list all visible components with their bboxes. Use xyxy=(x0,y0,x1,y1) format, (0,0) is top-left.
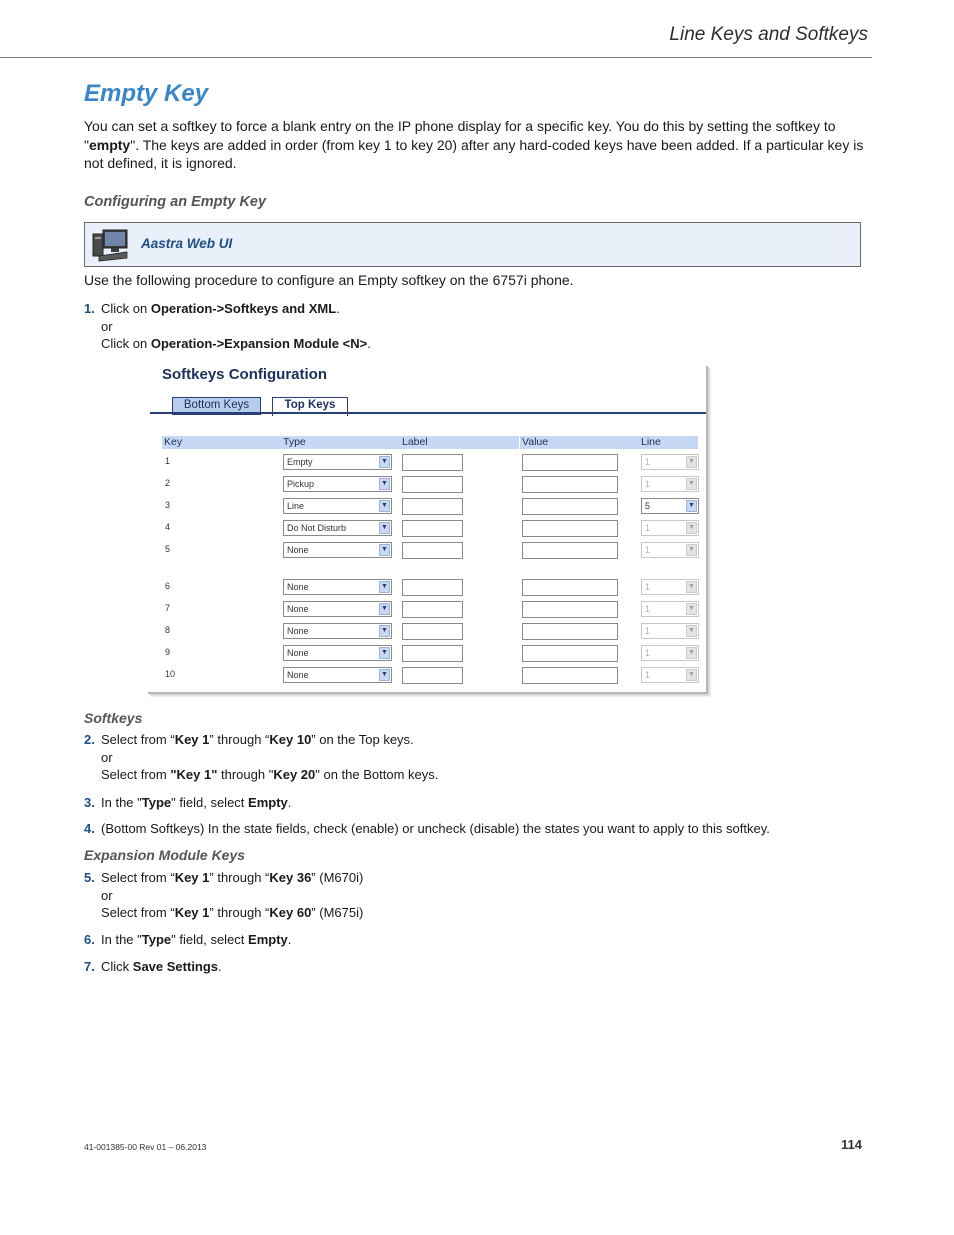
type-select[interactable] xyxy=(283,645,392,661)
chevron-down-icon[interactable]: ▼ xyxy=(379,478,390,490)
footer-page-number: 114 xyxy=(841,1137,862,1152)
chevron-down-icon[interactable]: ▼ xyxy=(379,581,390,593)
step-text: Click on xyxy=(101,336,151,351)
step-text: . xyxy=(287,932,292,947)
line-select-value: 1 xyxy=(645,604,651,614)
webui-callout xyxy=(84,222,861,267)
step-text: ” through “ xyxy=(209,870,270,885)
panel-title: Softkeys Configuration xyxy=(162,366,328,383)
type-select-value: None xyxy=(287,545,309,555)
intro-bold: empty xyxy=(88,136,131,153)
step-7 xyxy=(84,958,874,976)
step-1 xyxy=(84,300,874,353)
step-1-line-3 xyxy=(101,335,874,353)
step-4 xyxy=(84,820,874,838)
type-select[interactable] xyxy=(283,454,392,470)
step-text: Select from “ xyxy=(101,870,175,885)
value-input[interactable] xyxy=(522,476,618,493)
tab-underline xyxy=(150,412,706,414)
type-select[interactable] xyxy=(283,520,392,536)
type-select-value: None xyxy=(287,582,309,592)
line-select[interactable] xyxy=(641,667,699,683)
chevron-down-icon[interactable]: ▼ xyxy=(686,500,697,512)
tab-top-keys[interactable]: Top Keys xyxy=(272,397,348,416)
table-row xyxy=(148,642,706,664)
line-select[interactable] xyxy=(641,623,699,639)
type-select[interactable] xyxy=(283,476,392,492)
intro-text-2: ". The keys are added in order (from key 1 to key 20) after any hard-coded keys have been added. If a particular key is not defined, it is ignored. xyxy=(84,136,864,171)
step-text: . xyxy=(287,795,292,810)
type-select-value: None xyxy=(287,604,309,614)
value-input[interactable] xyxy=(522,601,618,618)
chevron-down-icon[interactable]: ▼ xyxy=(379,522,390,534)
step-number: 3. xyxy=(84,795,95,810)
footer-doc-id: 41-001385-00 Rev 01 – 06.2013 xyxy=(84,1142,207,1152)
value-input[interactable] xyxy=(522,542,618,559)
computer-icon xyxy=(91,228,129,262)
running-header: Line Keys and Softkeys xyxy=(669,24,868,45)
step-bold: Empty xyxy=(248,795,288,810)
type-select-value: None xyxy=(287,670,309,680)
intro-paragraph xyxy=(84,117,874,173)
type-select-value: Empty xyxy=(287,457,313,467)
key-number: 6 xyxy=(165,581,171,591)
label-input[interactable] xyxy=(402,579,463,596)
value-input[interactable] xyxy=(522,667,618,684)
step-number: 4. xyxy=(84,821,95,836)
line-select-value: 1 xyxy=(645,582,651,592)
type-select[interactable] xyxy=(283,601,392,617)
label-input[interactable] xyxy=(402,542,463,559)
step-2 xyxy=(84,731,874,784)
line-select-value: 1 xyxy=(645,545,651,555)
step-bold: Key 1 xyxy=(174,905,210,920)
step-text: . xyxy=(218,959,222,974)
label-input[interactable] xyxy=(402,601,463,618)
step-2-or: or xyxy=(101,749,113,765)
key-number: 10 xyxy=(165,669,176,679)
step-bold: Key 60 xyxy=(269,905,312,920)
line-select[interactable] xyxy=(641,454,699,470)
tab-bottom-keys[interactable]: Bottom Keys xyxy=(172,397,261,415)
value-input[interactable] xyxy=(522,645,618,662)
chevron-down-icon[interactable]: ▼ xyxy=(686,625,697,637)
line-select-value: 1 xyxy=(645,626,651,636)
menu-path: Operation->Softkeys and XML xyxy=(150,301,337,316)
type-select[interactable] xyxy=(283,542,392,558)
chevron-down-icon[interactable]: ▼ xyxy=(379,456,390,468)
type-select[interactable] xyxy=(283,579,392,595)
step-bold: Key 36 xyxy=(269,870,312,885)
type-select-value: Line xyxy=(287,501,305,511)
step-1-line-1 xyxy=(101,300,874,318)
step-text: ” through “ xyxy=(209,732,270,747)
key-number: 9 xyxy=(165,647,171,657)
line-select[interactable] xyxy=(641,542,699,558)
chevron-down-icon[interactable]: ▼ xyxy=(379,647,390,659)
chevron-down-icon[interactable]: ▼ xyxy=(379,603,390,615)
step-bold: Key 20 xyxy=(273,767,316,782)
expansion-module-heading: Expansion Module Keys xyxy=(84,847,246,863)
step-number: 5. xyxy=(84,870,95,885)
step-number: 1. xyxy=(84,301,95,316)
step-text: . xyxy=(336,301,340,316)
line-select-value: 1 xyxy=(645,670,651,680)
table-row xyxy=(148,517,706,539)
step-bold: Type xyxy=(141,932,172,947)
step-text: Select from “ xyxy=(101,905,175,920)
step-text: Click on xyxy=(101,301,151,316)
menu-path: Operation->Expansion Module <N> xyxy=(150,336,368,351)
step-text: In the " xyxy=(101,932,142,947)
line-select[interactable] xyxy=(641,498,699,514)
step-text: " field, select xyxy=(171,932,249,947)
step-bold: "Key 1" xyxy=(170,767,218,782)
chevron-down-icon[interactable]: ▼ xyxy=(379,544,390,556)
column-header-label: Label xyxy=(400,436,519,449)
configuring-heading: Configuring an Empty Key xyxy=(84,194,267,210)
key-number: 5 xyxy=(165,544,171,554)
value-input[interactable] xyxy=(522,520,618,537)
column-header-line: Line xyxy=(639,436,698,449)
value-input[interactable] xyxy=(522,623,618,640)
page-title: Empty Key xyxy=(84,80,209,107)
key-number: 3 xyxy=(165,500,171,510)
table-row xyxy=(148,473,706,495)
line-select-value: 1 xyxy=(645,648,651,658)
type-select-value: Do Not Disturb xyxy=(287,523,347,533)
step-2-line-3 xyxy=(101,766,874,784)
type-select-value: Pickup xyxy=(287,479,315,489)
key-number: 1 xyxy=(165,456,171,466)
key-number: 2 xyxy=(165,478,171,488)
intro-text-1: You can set a softkey to force a blank entry on the IP phone display for a specific key. You do this by setting the softkey to " xyxy=(84,118,836,153)
step-3 xyxy=(84,794,874,812)
label-input[interactable] xyxy=(402,476,463,493)
chevron-down-icon[interactable]: ▼ xyxy=(686,456,697,468)
table-row xyxy=(148,451,706,473)
table-row xyxy=(148,664,706,686)
step-bold: Key 1 xyxy=(174,732,210,747)
label-input[interactable] xyxy=(402,667,463,684)
value-input[interactable] xyxy=(522,498,618,515)
key-number: 7 xyxy=(165,603,171,613)
webui-label: Aastra Web UI xyxy=(141,236,233,251)
label-input[interactable] xyxy=(402,623,463,640)
label-input[interactable] xyxy=(402,498,463,515)
step-bold: Key 1 xyxy=(174,870,210,885)
column-header-type: Type xyxy=(281,436,400,449)
step-text: ” through “ xyxy=(209,905,270,920)
chevron-down-icon[interactable]: ▼ xyxy=(379,625,390,637)
line-select-value: 1 xyxy=(645,457,651,467)
step-text: Select from “ xyxy=(101,732,175,747)
key-number: 8 xyxy=(165,625,171,635)
step-4-text: (Bottom Softkeys) In the state fields, check (enable) or uncheck (disable) the states you want to apply to this softkey. xyxy=(101,821,770,836)
step-text: Click xyxy=(101,959,133,974)
type-select-value: None xyxy=(287,626,309,636)
softkeys-config-panel xyxy=(148,366,708,694)
table-row xyxy=(148,576,706,598)
step-text: " on the Bottom keys. xyxy=(315,767,439,782)
table-row xyxy=(148,598,706,620)
label-input[interactable] xyxy=(402,520,463,537)
chevron-down-icon[interactable]: ▼ xyxy=(686,544,697,556)
column-header-key: Key xyxy=(162,436,281,449)
step-text: ” (M675i) xyxy=(311,905,364,920)
chevron-down-icon[interactable]: ▼ xyxy=(379,500,390,512)
line-select[interactable] xyxy=(641,520,699,536)
step-text: Select from xyxy=(101,767,171,782)
key-number: 4 xyxy=(165,522,171,532)
header-rule xyxy=(0,57,872,58)
label-input[interactable] xyxy=(402,645,463,662)
chevron-down-icon[interactable]: ▼ xyxy=(686,478,697,490)
line-select[interactable] xyxy=(641,601,699,617)
step-bold: Type xyxy=(141,795,172,810)
label-input[interactable] xyxy=(402,454,463,471)
type-select[interactable] xyxy=(283,498,392,514)
procedure-intro: Use the following procedure to configure an Empty softkey on the 6757i phone. xyxy=(84,272,574,288)
type-select[interactable] xyxy=(283,667,392,683)
step-text: " field, select xyxy=(171,795,249,810)
step-2-line-1 xyxy=(101,731,874,749)
step-text: . xyxy=(367,336,371,351)
type-select-value: None xyxy=(287,648,309,658)
chevron-down-icon[interactable]: ▼ xyxy=(686,603,697,615)
step-number: 6. xyxy=(84,932,95,947)
step-text: In the " xyxy=(101,795,142,810)
table-row xyxy=(148,620,706,642)
line-select[interactable] xyxy=(641,579,699,595)
line-select-value: 5 xyxy=(645,501,651,511)
chevron-down-icon[interactable]: ▼ xyxy=(686,669,697,681)
line-select-value: 1 xyxy=(645,479,651,489)
step-text: through " xyxy=(217,767,274,782)
step-bold: Empty xyxy=(248,932,288,947)
step-1-or: or xyxy=(101,318,113,334)
step-text: ” on the Top keys. xyxy=(311,732,414,747)
step-5-or: or xyxy=(101,887,113,903)
value-input[interactable] xyxy=(522,579,618,596)
chevron-down-icon[interactable]: ▼ xyxy=(686,647,697,659)
column-header-value: Value xyxy=(520,436,639,449)
chevron-down-icon[interactable]: ▼ xyxy=(379,669,390,681)
chevron-down-icon[interactable]: ▼ xyxy=(686,581,697,593)
step-5 xyxy=(84,869,874,922)
table-row xyxy=(148,539,706,561)
step-number: 7. xyxy=(84,959,95,974)
value-input[interactable] xyxy=(522,454,618,471)
line-select-value: 1 xyxy=(645,523,651,533)
step-number: 2. xyxy=(84,732,95,747)
softkeys-heading: Softkeys xyxy=(84,710,143,726)
type-select[interactable] xyxy=(283,623,392,639)
chevron-down-icon[interactable]: ▼ xyxy=(686,522,697,534)
line-select[interactable] xyxy=(641,476,699,492)
step-bold: Key 10 xyxy=(269,732,312,747)
step-6 xyxy=(84,931,874,949)
line-select[interactable] xyxy=(641,645,699,661)
step-5-line-3 xyxy=(101,904,874,922)
step-text: ” (M670i) xyxy=(311,870,364,885)
step-bold: Save Settings xyxy=(132,959,219,974)
table-row xyxy=(148,495,706,517)
step-5-line-1 xyxy=(101,869,874,887)
